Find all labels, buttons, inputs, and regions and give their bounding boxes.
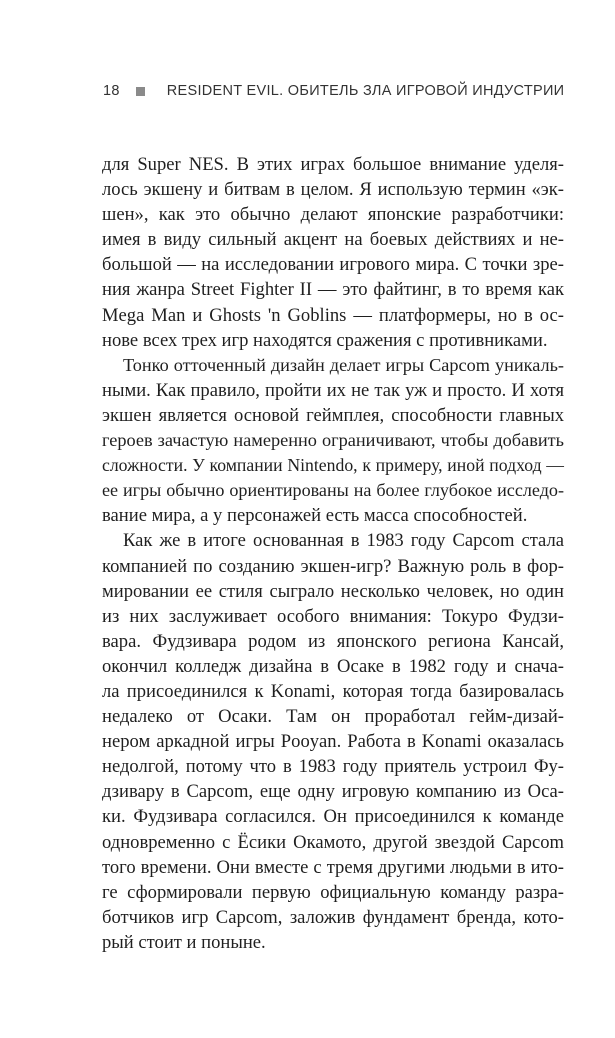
- text-line: ки. Фудзивара согласился. Он присоединился к команде: [102, 806, 564, 828]
- text-line: вара. Фудзивара родом из японского региона Кансай,: [102, 630, 564, 652]
- text-line: Тонко отточенный дизайн делает игры Capcom уникаль-: [123, 354, 564, 375]
- text-line: недалеко от Осаки. Там он проработал гейм-дизай-: [102, 706, 564, 728]
- text-line: недолгой, потому что в 1983 году приятель устроил Фу-: [102, 756, 564, 778]
- running-header: [103, 80, 564, 102]
- text-line: ботчиков игр Capcom, заложив фундамент бренда, кото-: [102, 906, 564, 928]
- text-line: вание мира, а у персонажей есть масса способностей.: [102, 505, 528, 527]
- text-line: ге сформировали первую официальную команду разра-: [102, 881, 564, 903]
- body-text: [102, 152, 564, 955]
- text-line: рый стоит и поныне.: [102, 931, 266, 953]
- text-line: имея в виду сильный акцент на боевых действиях и не-: [102, 229, 564, 251]
- text-line: Как же в итоге основанная в 1983 году Capcom стала: [123, 530, 564, 552]
- text-line: из них заслуживает особого внимания: Токуро Фудзи-: [102, 605, 564, 627]
- text-line: экшен является основой геймплея, способности главных: [102, 404, 564, 426]
- text-line: одновременно с Ёсики Окамото, другой звездой Capcom: [102, 831, 564, 853]
- text-line: ее игры обычно ориентированы на более глубокое исследо-: [102, 480, 564, 501]
- square-icon: [136, 87, 145, 96]
- text-line: ния жанра Street Fighter II — это файтинг, в то время как: [102, 279, 564, 301]
- text-line: ными. Как правило, пройти их не так уж и просто. И хотя: [102, 379, 564, 401]
- text-line: сложности. У компании Nintendo, к примеру, иной подход —: [102, 455, 564, 476]
- book-title: RESIDENT EVIL. ОБИТЕЛЬ ЗЛА ИГРОВОЙ ИНДУСТРИИ: [166, 83, 565, 99]
- text-line: лось экшену и битвам в целом. Я использую термин «эк-: [102, 179, 564, 201]
- paragraph: [102, 528, 564, 955]
- text-line: дзивару в Capcom, еще одну игровую компанию из Оса-: [102, 781, 564, 803]
- text-line: для Super NES. В этих играх большое внимание уделя-: [102, 154, 564, 175]
- text-line: окончил колледж дизайна в Осаке в 1982 году и снача-: [102, 655, 564, 677]
- paragraph: [102, 152, 564, 353]
- text-line: большой — на исследовании игрового мира. С точки зре-: [102, 254, 564, 276]
- text-line: ла присоединился к Konami, которая тогда базировалась: [102, 680, 564, 702]
- text-line: мировании ее стиля сыграло несколько человек, но один: [102, 580, 564, 602]
- text-line: героев зачастую намеренно ограничивают, чтобы добавить: [102, 430, 564, 451]
- text-line: нером аркадной игры Pooyan. Работа в Konami оказалась: [102, 731, 564, 753]
- text-line: компанией по созданию экшен-игр? Важную роль в фор-: [102, 555, 564, 577]
- paragraph: [102, 353, 564, 529]
- text-line: того времени. Они вместе с тремя другими людьми в ито-: [102, 856, 564, 878]
- text-line: нове всех трех игр находятся сражения с противниками.: [102, 329, 548, 351]
- text-line: Mega Man и Ghosts 'n Goblins — платформеры, но в ос-: [102, 304, 564, 326]
- page-number: 18: [103, 83, 120, 99]
- text-line: шен», как это обычно делают японские разработчики:: [102, 204, 564, 226]
